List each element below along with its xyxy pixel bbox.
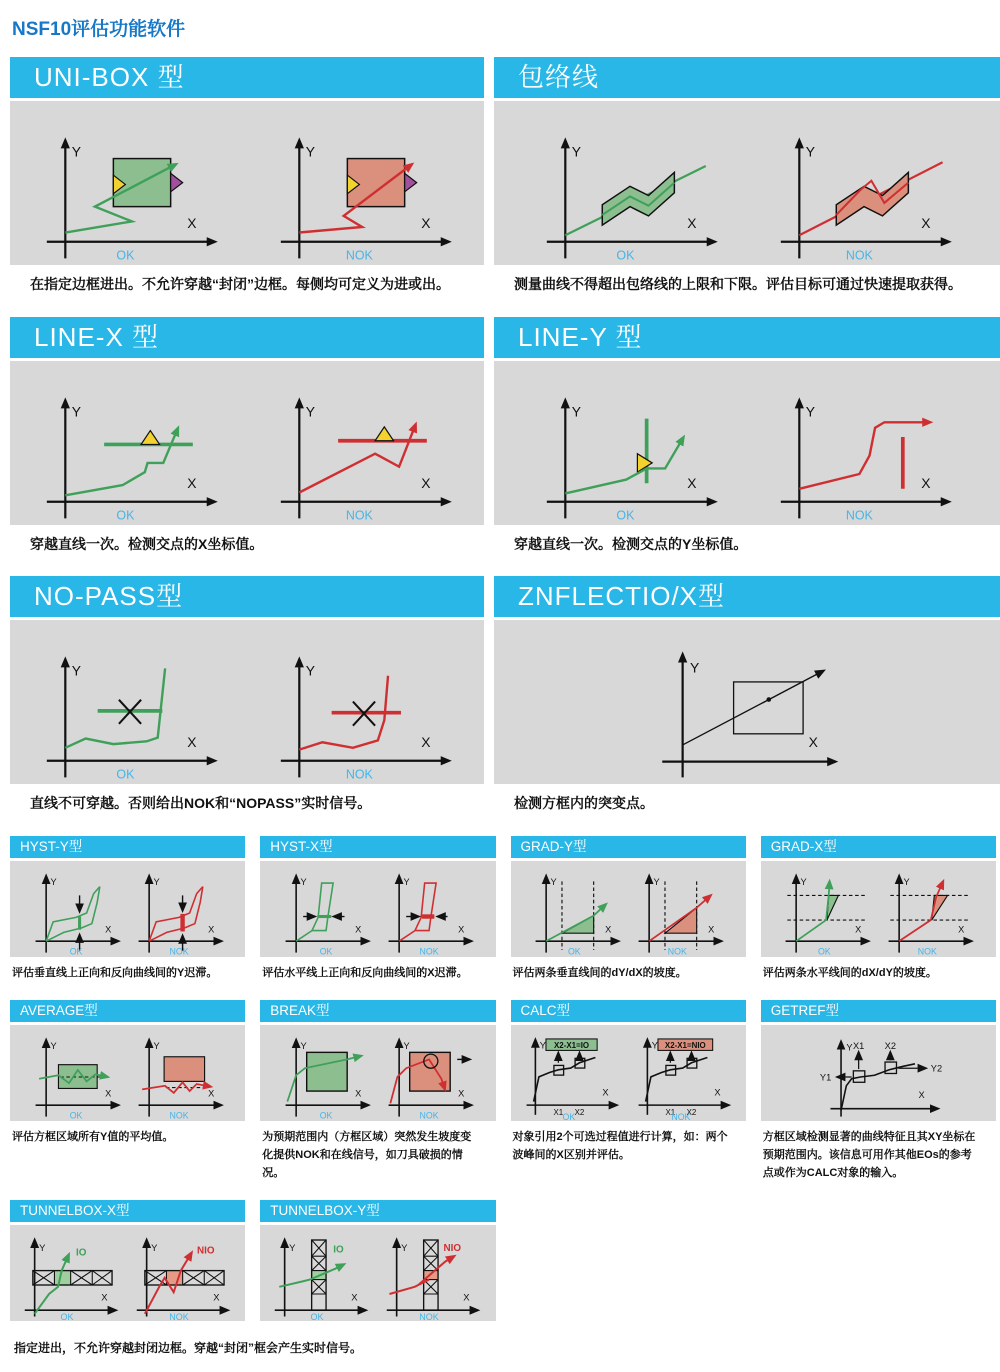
inflection-point bbox=[766, 697, 771, 702]
x-axis-label: X bbox=[714, 1087, 721, 1098]
ok-label: OK bbox=[116, 507, 135, 522]
nok-label: NOK bbox=[169, 1110, 189, 1121]
hystx-description: 评估水平线上正向和反向曲线间的X迟滞。 bbox=[262, 966, 468, 979]
nok-label: NOK bbox=[419, 946, 439, 957]
x-axis-label: X bbox=[708, 924, 715, 935]
y-axis-label: Y bbox=[50, 1041, 57, 1052]
break-header: BREAK型 bbox=[260, 1000, 495, 1022]
section-tunnelbox-y bbox=[260, 1200, 495, 1321]
envelope-ok-chart bbox=[537, 129, 723, 263]
y1-label: Y1 bbox=[820, 1072, 832, 1083]
tunnelx-nok-chart bbox=[131, 1231, 237, 1321]
x-axis-label: X bbox=[687, 214, 697, 231]
liney-description: 穿越直线一次。检测交点的Y坐标值。 bbox=[514, 535, 748, 552]
linex-description: 穿越直线一次。检测交点的X坐标值。 bbox=[30, 535, 264, 552]
znflectio-chart bbox=[640, 643, 855, 782]
detection-box bbox=[733, 682, 803, 734]
ok-label: OK bbox=[69, 946, 83, 957]
y-axis-label: Y bbox=[805, 403, 816, 420]
exit-marker-purple bbox=[405, 173, 417, 191]
ok-label: OK bbox=[319, 946, 333, 957]
ok-label: OK bbox=[116, 248, 135, 263]
x-axis-label: X bbox=[100, 1292, 108, 1304]
tunnely-ok-chart bbox=[269, 1231, 375, 1321]
y-axis-label: Y bbox=[305, 662, 316, 679]
y-axis-label: Y bbox=[651, 1041, 659, 1052]
grady-header: GRAD-Y型 bbox=[511, 836, 746, 858]
section-gradx bbox=[761, 836, 996, 1001]
x-axis-label: X bbox=[855, 924, 862, 935]
nok-label: NOK bbox=[845, 507, 873, 522]
x-axis-label: X bbox=[212, 1292, 220, 1304]
y2-label: Y2 bbox=[931, 1064, 943, 1075]
page-title: NSF10评估功能软件 bbox=[12, 19, 186, 40]
y-axis-label: Y bbox=[571, 143, 582, 160]
nok-label: NOK bbox=[345, 767, 373, 782]
tunnel-frame bbox=[144, 1271, 223, 1285]
y-axis-label: Y bbox=[401, 1242, 408, 1254]
section-break bbox=[260, 1000, 495, 1200]
tunnelx-header: TUNNELBOX-X型 bbox=[10, 1200, 245, 1222]
x-axis-label: X bbox=[207, 924, 214, 935]
reference-hlines bbox=[891, 895, 970, 920]
y-axis-label: Y bbox=[689, 659, 699, 676]
section-tunnelbox-x bbox=[10, 1200, 245, 1321]
x-axis-label: X bbox=[808, 733, 818, 750]
calc-description: 对象引用2个可选过程值进行计算，如：两个波峰间的X区别并评估。 bbox=[512, 1131, 728, 1161]
section-linex bbox=[10, 317, 484, 577]
y-axis-label: Y bbox=[50, 876, 57, 887]
znflectio-header: ZNFLECTIO/X型 bbox=[494, 576, 1000, 617]
nok-label: NOK bbox=[419, 1110, 439, 1121]
break-ok-chart bbox=[278, 1033, 375, 1121]
nok-label: NOK bbox=[845, 248, 873, 263]
section-nopass bbox=[10, 576, 484, 836]
gradx-description: 评估两条水平线间的dX/dY的坡度。 bbox=[762, 966, 937, 979]
tunnely-panel bbox=[260, 1225, 495, 1321]
linex-ok-chart bbox=[37, 389, 223, 523]
unibox-ok-chart bbox=[37, 129, 223, 263]
section-hysty bbox=[10, 836, 245, 1001]
x-axis-label: X bbox=[354, 1088, 362, 1099]
tunnel-frame bbox=[32, 1271, 111, 1285]
calc-nok-chart bbox=[631, 1031, 737, 1121]
getref-header: GETREF型 bbox=[761, 1000, 996, 1022]
nok-label: NOK bbox=[168, 1312, 189, 1322]
nok-label: NOK bbox=[419, 1312, 439, 1322]
calc-panel bbox=[511, 1025, 746, 1121]
nopass-nok-chart bbox=[271, 648, 457, 782]
average-panel bbox=[10, 1025, 245, 1121]
exit-marker-purple bbox=[171, 173, 183, 191]
ok-label: OK bbox=[818, 946, 832, 957]
x-axis-label: X bbox=[421, 474, 431, 491]
y-axis-label: Y bbox=[903, 876, 911, 887]
znflectio-description: 检测方框内的突变点。 bbox=[514, 795, 654, 812]
section-unibox bbox=[10, 57, 484, 317]
calc-formula-nok: X2-X1=NIO bbox=[665, 1041, 706, 1051]
row-2 bbox=[10, 317, 1000, 577]
getref-panel bbox=[761, 1025, 996, 1121]
x1-label: X1 bbox=[553, 1108, 564, 1118]
section-grady bbox=[511, 836, 746, 1001]
hysty-description: 评估垂直线上正向和反向曲线间的Y迟滞。 bbox=[12, 966, 218, 979]
y-axis-label: Y bbox=[289, 1242, 296, 1254]
row-3 bbox=[10, 576, 1000, 836]
envelope-panel bbox=[494, 101, 1000, 265]
y-axis-label: Y bbox=[71, 662, 82, 679]
y-axis-label: Y bbox=[403, 876, 410, 887]
io-label: IO bbox=[333, 1244, 344, 1256]
y-axis-label: Y bbox=[150, 1242, 158, 1254]
average-nok-chart bbox=[131, 1033, 228, 1121]
unibox-panel bbox=[10, 101, 484, 265]
x2-label: X2 bbox=[574, 1108, 585, 1118]
nok-label: NOK bbox=[345, 248, 373, 263]
y-axis-label: Y bbox=[71, 403, 82, 420]
break-nok-chart bbox=[381, 1033, 478, 1121]
unibox-header: UNI-BOX 型 bbox=[10, 57, 484, 98]
break-panel bbox=[260, 1025, 495, 1121]
section-hystx bbox=[260, 836, 495, 1001]
tunnely-header: TUNNELBOX-Y型 bbox=[260, 1200, 495, 1222]
unibox-nok-chart bbox=[271, 129, 457, 263]
gradx-header: GRAD-X型 bbox=[761, 836, 996, 858]
ok-label: OK bbox=[310, 1312, 324, 1322]
x-axis-label: X bbox=[921, 214, 931, 231]
closed-segment-crosses bbox=[424, 1240, 438, 1294]
section-getref bbox=[761, 1000, 996, 1200]
tunnelx-panel bbox=[10, 1225, 245, 1321]
average-ok-chart bbox=[28, 1033, 125, 1121]
y-axis-label: Y bbox=[153, 876, 160, 887]
row-4 bbox=[10, 836, 996, 1001]
ok-label: OK bbox=[319, 1110, 333, 1121]
nopass-ok-chart bbox=[37, 648, 223, 782]
hysty-nok-chart bbox=[131, 869, 228, 957]
liney-ok-chart bbox=[537, 389, 723, 523]
nio-label: NIO bbox=[443, 1242, 461, 1254]
x2-label: X2 bbox=[885, 1041, 897, 1052]
y-axis-label: Y bbox=[38, 1242, 46, 1254]
open-segment bbox=[54, 1271, 70, 1285]
x-axis-label: X bbox=[457, 924, 465, 935]
x-axis-label: X bbox=[421, 214, 431, 231]
envelope-header: 包络线 bbox=[494, 57, 1000, 98]
calc-ok-chart bbox=[519, 1031, 625, 1121]
liney-nok-chart bbox=[771, 389, 957, 523]
hysty-header: HYST-Y型 bbox=[10, 836, 245, 858]
y-axis-label: Y bbox=[300, 876, 307, 887]
ok-label: OK bbox=[116, 767, 135, 782]
y-axis-label: Y bbox=[550, 876, 557, 887]
gradx-nok-chart bbox=[881, 869, 978, 957]
tunnelx-ok-chart bbox=[19, 1231, 125, 1321]
section-znflectio bbox=[494, 576, 1000, 836]
x-axis-label: X bbox=[351, 1292, 358, 1304]
calc-header: CALC型 bbox=[511, 1000, 746, 1022]
nopass-panel bbox=[10, 620, 484, 784]
grady-panel bbox=[511, 861, 746, 957]
calc-formula-ok: X2-X1=IO bbox=[554, 1041, 590, 1051]
y-axis-label: Y bbox=[305, 403, 316, 420]
envelope-description: 测量曲线不得超出包络线的上限和下限。评估目标可通过快速提取获得。 bbox=[514, 276, 962, 292]
grady-description: 评估两条垂直线间的dY/dX的坡度。 bbox=[512, 966, 687, 979]
section-average bbox=[10, 1000, 245, 1165]
x-axis-label: X bbox=[687, 474, 697, 491]
grady-nok-chart bbox=[631, 869, 728, 957]
x-axis-label: X bbox=[958, 924, 965, 935]
io-label: IO bbox=[75, 1247, 87, 1259]
x-axis-label: X bbox=[457, 1088, 465, 1099]
hysty-ok-chart bbox=[28, 869, 125, 957]
liney-panel bbox=[494, 361, 1000, 525]
row-5 bbox=[10, 1000, 996, 1200]
section-calc bbox=[511, 1000, 746, 1182]
y-axis-label: Y bbox=[653, 876, 660, 887]
nopass-description: 直线不可穿越。否则给出NOK和“NOPASS”实时信号。 bbox=[30, 795, 372, 812]
break-description: 为预期范围内（方框区域）突然发生坡度变化提供NOK和在线信号，如刀具破损的情况。 bbox=[262, 1131, 472, 1179]
row-1 bbox=[10, 57, 1000, 317]
x-axis-label: X bbox=[104, 924, 111, 935]
y-axis-label: Y bbox=[300, 1041, 307, 1052]
nok-label: NOK bbox=[169, 946, 189, 957]
getref-chart bbox=[803, 1033, 953, 1121]
ok-label: OK bbox=[616, 248, 635, 263]
tunnely-nok-chart bbox=[381, 1231, 487, 1321]
x-axis-label: X bbox=[463, 1292, 470, 1304]
hystx-ok-chart bbox=[278, 869, 375, 957]
hystx-panel bbox=[260, 861, 495, 957]
ok-label: OK bbox=[69, 1110, 83, 1121]
x-axis-label: X bbox=[421, 734, 431, 751]
x-axis-label: X bbox=[602, 1087, 609, 1098]
nok-label: NOK bbox=[918, 946, 938, 957]
linex-nok-chart bbox=[271, 389, 457, 523]
y-axis-label: Y bbox=[71, 143, 82, 160]
section-liney bbox=[494, 317, 1000, 577]
linex-panel bbox=[10, 361, 484, 525]
y-axis-label: Y bbox=[846, 1042, 853, 1053]
getref-description: 方框区域检测显著的曲线特征且其XY坐标在预期范围内。该信息可用作其他EOs的参考点或作为CALC对象的输入。 bbox=[762, 1131, 976, 1179]
x-axis-label: X bbox=[605, 924, 612, 935]
hysty-panel bbox=[10, 861, 245, 957]
nio-label: NIO bbox=[196, 1245, 215, 1257]
crossing-marker-yellow bbox=[375, 426, 393, 440]
envelope-nok-chart bbox=[771, 129, 957, 263]
gradx-panel bbox=[761, 861, 996, 957]
crossing-marker-yellow bbox=[141, 430, 159, 444]
gradx-ok-chart bbox=[778, 869, 875, 957]
ok-label: OK bbox=[60, 1312, 74, 1322]
hystx-nok-chart bbox=[381, 869, 478, 957]
x-axis-label: X bbox=[187, 474, 197, 491]
x1-label: X1 bbox=[665, 1108, 676, 1118]
grady-ok-chart bbox=[528, 869, 625, 957]
x-axis-label: X bbox=[354, 924, 362, 935]
y-axis-label: Y bbox=[153, 1041, 160, 1052]
average-header: AVERAGE型 bbox=[10, 1000, 245, 1022]
row-6 bbox=[10, 1200, 996, 1321]
unibox-description: 在指定边框进出。不允许穿越“封闭”边框。每侧均可定义为进或出。 bbox=[30, 276, 450, 292]
y-axis-label: Y bbox=[539, 1041, 547, 1052]
x-axis-label: X bbox=[921, 474, 931, 491]
nok-label: NOK bbox=[345, 507, 373, 522]
y-axis-label: Y bbox=[800, 876, 808, 887]
average-description: 评估方框区域所有Y值的平均值。 bbox=[12, 1131, 174, 1144]
ok-label: OK bbox=[562, 1112, 576, 1122]
x1-label: X1 bbox=[853, 1041, 865, 1052]
y-axis-label: Y bbox=[403, 1041, 410, 1052]
tunnelbox-description: 指定进出，不允许穿越封闭边框。穿越“封闭”框会产生实时信号。 bbox=[14, 1341, 363, 1356]
nok-label: NOK bbox=[671, 1112, 691, 1122]
x-axis-label: X bbox=[187, 214, 197, 231]
y-axis-label: Y bbox=[571, 403, 582, 420]
y-axis-label: Y bbox=[805, 143, 816, 160]
hystx-header: HYST-X型 bbox=[260, 836, 495, 858]
x-axis-label: X bbox=[918, 1090, 926, 1101]
section-envelope bbox=[494, 57, 1000, 317]
y-axis-label: Y bbox=[305, 143, 316, 160]
liney-header: LINE-Y 型 bbox=[494, 317, 1000, 358]
reference-vlines bbox=[562, 881, 594, 950]
closed-segment-crosses bbox=[144, 1271, 223, 1285]
x-axis-label: X bbox=[207, 1088, 214, 1099]
nok-label: NOK bbox=[667, 946, 687, 957]
closed-segment-crosses bbox=[32, 1271, 111, 1285]
ok-label: OK bbox=[568, 946, 581, 957]
x-axis-label: X bbox=[187, 734, 197, 751]
nopass-header: NO-PASS型 bbox=[10, 576, 484, 617]
znflectio-panel bbox=[494, 620, 1000, 784]
linex-header: LINE-X 型 bbox=[10, 317, 484, 358]
closed-segment-crosses bbox=[312, 1240, 326, 1294]
x-axis-label: X bbox=[104, 1088, 111, 1099]
x2-label: X2 bbox=[686, 1108, 697, 1118]
ok-label: OK bbox=[616, 507, 635, 522]
